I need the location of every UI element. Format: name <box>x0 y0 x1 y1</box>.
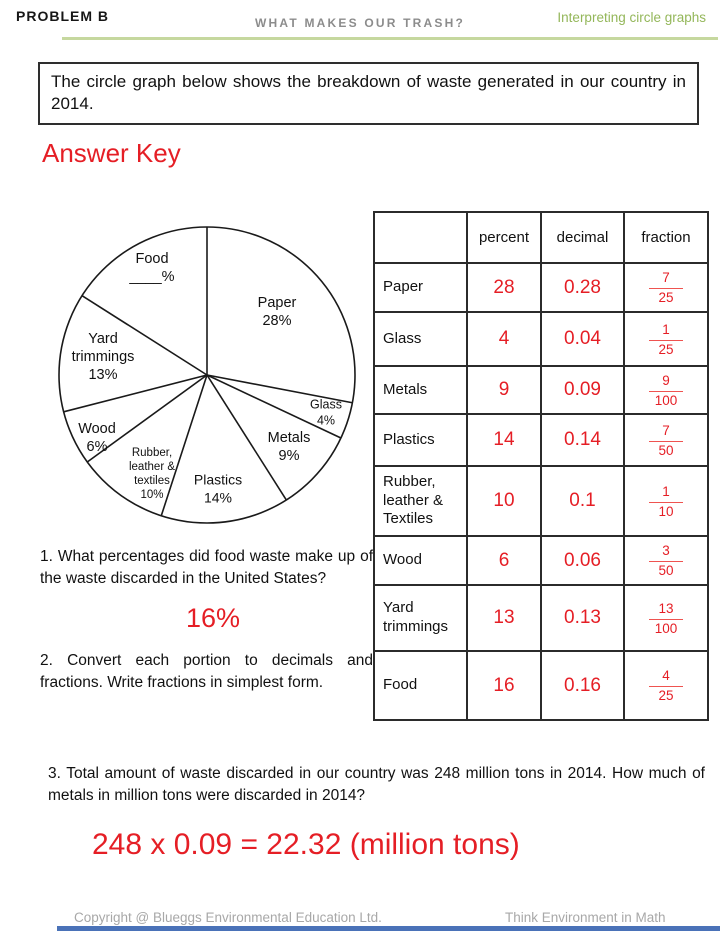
pie-label-wood <box>78 420 116 456</box>
header-decimal: decimal <box>541 212 624 263</box>
table-row <box>374 651 708 720</box>
fraction-bar <box>649 619 683 620</box>
fraction-numerator: 4 <box>662 668 670 684</box>
worksheet-title: WHAT MAKES OUR TRASH? <box>255 16 465 30</box>
pie-label-yard-trimmings <box>72 330 135 384</box>
fraction-bar <box>649 288 683 289</box>
pie-label-food <box>129 250 174 286</box>
pie-label-yard-value: 13% <box>88 367 118 384</box>
material-cell: Food <box>374 651 467 720</box>
material-cell: Rubber, leather & Textiles <box>374 466 467 536</box>
question-1: 1. What percentages did food waste make up of the waste discarded in the United States? <box>40 548 373 587</box>
percent-cell: 28 <box>467 263 541 312</box>
table-row <box>374 585 708 651</box>
percent-cell: 9 <box>467 366 541 414</box>
fraction-cell <box>624 585 708 651</box>
percent-cell: 13 <box>467 585 541 651</box>
pie-label-plastics-name: Plastics <box>193 471 243 488</box>
answer-3: 248 x 0.09 = 22.32 (million tons) <box>92 828 520 861</box>
question-2: 2. Convert each portion to decimals and fractions. Write fractions in simplest form. <box>40 652 373 691</box>
answers-table <box>373 211 709 721</box>
decimal-cell: 0.04 <box>541 312 624 366</box>
pie-label-glass-name: Glass <box>310 397 342 412</box>
fraction-cell <box>624 466 708 536</box>
fraction-bar <box>649 561 683 562</box>
header-fraction: fraction <box>624 212 708 263</box>
pie-label-yard-name1: Yard <box>88 330 118 347</box>
fraction-denominator: 25 <box>658 688 674 703</box>
percent-cell: 16 <box>467 651 541 720</box>
fraction-numerator: 3 <box>662 543 670 559</box>
decimal-cell: 0.09 <box>541 366 624 414</box>
pie-label-food-name: Food <box>135 250 169 267</box>
pie-label-metals-name: Metals <box>267 429 311 446</box>
pie-label-paper <box>258 294 297 330</box>
pie-label-paper-name: Paper <box>257 294 297 311</box>
pie-label-rubber-name2: leather & <box>128 460 176 473</box>
fraction-denominator: 25 <box>658 290 674 305</box>
pie-label-plastics <box>194 472 242 507</box>
fraction-bar <box>649 686 683 687</box>
decimal-cell: 0.06 <box>541 536 624 585</box>
answer-key-heading: Answer Key <box>42 138 181 168</box>
fraction-cell <box>624 263 708 312</box>
pie-label-rubber-name1: Rubber, <box>131 446 173 459</box>
decimal-cell: 0.28 <box>541 263 624 312</box>
table-header-row <box>374 212 708 263</box>
fraction-numerator: 9 <box>662 372 670 388</box>
fraction-numerator: 7 <box>662 270 670 286</box>
fraction-denominator: 50 <box>658 563 674 578</box>
fraction-denominator: 100 <box>654 620 678 636</box>
table-row <box>374 466 708 536</box>
answer-1: 16% <box>186 603 241 633</box>
pie-label-glass-value: 4% <box>316 413 336 427</box>
fraction-denominator: 25 <box>658 341 674 357</box>
fraction-bar <box>649 502 683 503</box>
header-rule <box>62 37 718 40</box>
pie-label-glass <box>310 397 342 428</box>
topic-label: Interpreting circle graphs <box>557 10 706 25</box>
decimal-cell: 0.13 <box>541 585 624 651</box>
question-3: 3. Total amount of waste discarded in our country was 248 million tons in 2014. How much of metals in million tons were discarded in 2014? <box>48 765 705 804</box>
fraction-cell <box>624 651 708 720</box>
pie-chart-figure <box>40 195 380 535</box>
material-cell: Plastics <box>374 414 467 466</box>
table-row <box>374 536 708 585</box>
fraction-cell <box>624 312 708 366</box>
decimal-cell: 0.16 <box>541 651 624 720</box>
pie-label-plastics-value: 14% <box>203 489 233 505</box>
fraction-bar <box>649 391 683 392</box>
decimal-cell: 0.1 <box>541 466 624 536</box>
fraction-numerator: 13 <box>658 600 674 616</box>
problem-label: PROBLEM B <box>16 8 109 24</box>
pie-label-paper-value: 28% <box>262 313 292 329</box>
answers-table-wrap <box>373 211 709 721</box>
percent-cell: 10 <box>467 466 541 536</box>
pie-label-rubber <box>129 446 175 502</box>
fraction-bar <box>649 340 683 341</box>
fraction-numerator: 7 <box>662 422 670 438</box>
pie-label-yard-name2: trimmings <box>71 348 135 365</box>
pie-label-metals <box>268 429 311 465</box>
header-percent: percent <box>467 212 541 263</box>
table-row <box>374 414 708 466</box>
pie-label-rubber-value: 10% <box>140 489 164 502</box>
material-cell: Yard trimmings <box>374 585 467 651</box>
percent-cell: 4 <box>467 312 541 366</box>
tagline-text: Think Environment in Math <box>505 910 666 925</box>
header-blank <box>374 212 467 263</box>
bottom-bar <box>57 926 720 931</box>
material-cell: Metals <box>374 366 467 414</box>
pie-label-wood-value: 6% <box>86 439 108 455</box>
pie-label-food-blank: ____% <box>129 269 175 285</box>
table-row <box>374 312 708 366</box>
fraction-denominator: 100 <box>654 392 678 408</box>
fraction-cell <box>624 414 708 466</box>
copyright-text: Copyright @ Blueggs Environmental Education Ltd. <box>74 910 382 925</box>
instruction-box: The circle graph below shows the breakdown of waste generated in our country in 2014. <box>38 62 699 125</box>
material-cell: Wood <box>374 536 467 585</box>
material-cell: Glass <box>374 312 467 366</box>
decimal-cell: 0.14 <box>541 414 624 466</box>
fraction-denominator: 50 <box>658 442 674 458</box>
percent-cell: 14 <box>467 414 541 466</box>
fraction-cell <box>624 366 708 414</box>
percent-cell: 6 <box>467 536 541 585</box>
fraction-numerator: 1 <box>662 321 670 337</box>
fraction-bar <box>649 441 683 442</box>
table-row <box>374 263 708 312</box>
pie-label-wood-name: Wood <box>78 420 116 437</box>
material-cell: Paper <box>374 263 467 312</box>
pie-label-rubber-name3: textiles <box>134 475 170 487</box>
fraction-numerator: 1 <box>662 483 670 499</box>
pie-label-metals-value: 9% <box>278 448 300 464</box>
fraction-denominator: 10 <box>658 503 674 519</box>
table-row <box>374 366 708 414</box>
fraction-cell <box>624 536 708 585</box>
